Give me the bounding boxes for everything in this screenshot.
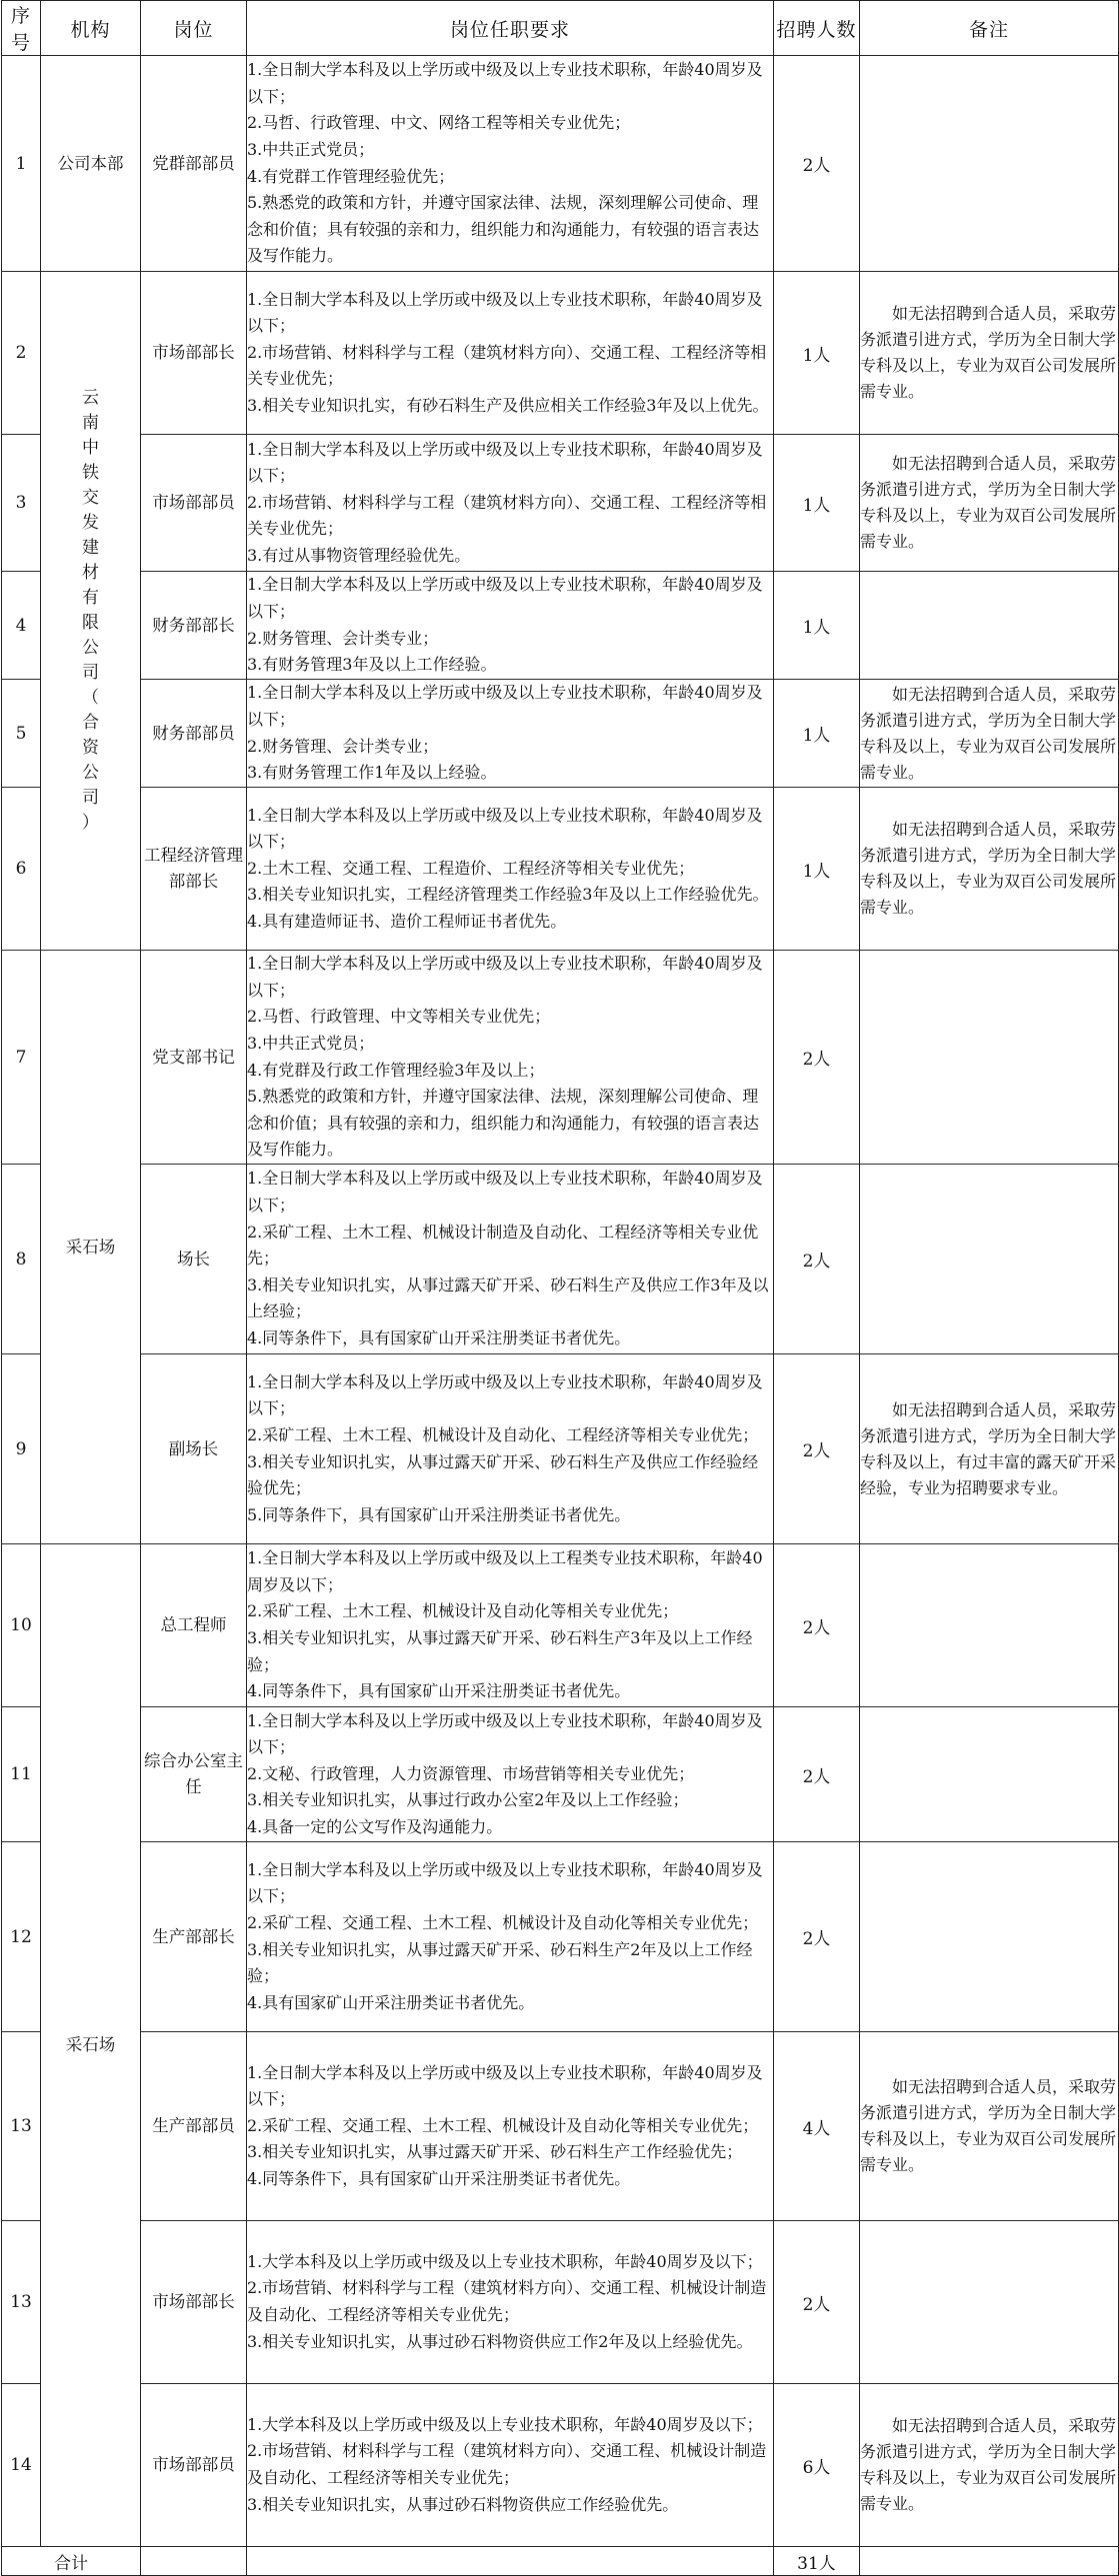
position-cell: 财务部部员: [141, 680, 247, 788]
requirement-line: 3.相关专业知识扎实，从事过砂石料物资供应工作2年及以上经验优先。: [247, 2331, 753, 2351]
position-cell: 市场部部员: [141, 2384, 247, 2547]
requirement-line: 4.具备一定的公文写作及沟通能力。: [247, 1816, 503, 1836]
row-number: 13: [2, 2032, 41, 2221]
header-requirements: 岗位任职要求: [247, 1, 774, 56]
header-row: [2, 1, 1119, 56]
table-row: [2, 435, 1119, 572]
count-cell: 1人: [774, 680, 860, 788]
requirement-line: 1.全日制大学本科及以上学历或中级及以上专业技术职称，年龄40周岁及以下；: [247, 2062, 763, 2109]
requirement-line: 3.相关专业知识扎实，有砂石料生产及供应相关工作经验3年及以上优先。: [247, 395, 769, 415]
table-row: [2, 572, 1119, 680]
count-cell: 1人: [774, 788, 860, 951]
requirement-line: 2.文秘、行政管理，人力资源管理、市场营销等相关专业优先；: [247, 1763, 695, 1783]
row-number: 6: [2, 788, 41, 951]
requirement-line: 1.全日制大学本科及以上学历或中级及以上专业技术职称，年龄40周岁及以下；: [247, 1169, 763, 1216]
requirement-line: 1.全日制大学本科及以上学历或中级及以上专业技术职称，年龄40周岁及以下；: [247, 805, 763, 852]
table-row: [2, 680, 1119, 788]
requirement-line: 1.全日制大学本科及以上学历或中级及以上专业技术职称，年龄40周岁及以下；: [247, 60, 763, 106]
requirement-line: 2.市场营销、材料科学与工程（建筑材料方向）、交通工程、工程经济等相关专业优先；: [247, 492, 767, 539]
note-cell: 如无法招聘到合适人员，采取劳务派遣引进方式，学历为全日制大学专科及以上，专业为双百公司发展所需专业。: [860, 272, 1119, 435]
requirement-line: 2.土木工程、交通工程、工程造价、工程经济等相关专业优先；: [247, 858, 695, 878]
position-cell: 市场部部长: [141, 2221, 247, 2384]
position-cell: 工程经济管理部部长: [141, 788, 247, 951]
position-cell: 党支部书记: [141, 951, 247, 1165]
requirement-line: 1.全日制大学本科及以上学历或中级及以上专业技术职称，年龄40周岁及以下；: [247, 575, 763, 621]
org-cell-quarry: 采石场: [41, 1544, 141, 2547]
requirements-cell: [247, 951, 774, 1165]
requirements-cell: [247, 1842, 774, 2032]
count-cell: 2人: [774, 56, 860, 272]
requirement-line: 4.同等条件下，具有国家矿山开采注册类证书者优先。: [247, 1681, 631, 1701]
requirement-line: 2.采矿工程、土木工程、机械设计及自动化等相关专业优先；: [247, 1601, 679, 1621]
requirements-cell: [247, 1354, 774, 1544]
requirement-line: 1.全日制大学本科及以上学历或中级及以上专业技术职称，年龄40周岁及以下；: [247, 439, 763, 486]
total-spacer: [141, 2547, 247, 2576]
position-cell: 生产部部员: [141, 2032, 247, 2221]
requirements-cell: [247, 56, 774, 272]
table-row: [2, 1165, 1119, 1354]
row-number: 9: [2, 1354, 41, 1544]
position-cell: 副场长: [141, 1354, 247, 1544]
row-number: 12: [2, 1842, 41, 2032]
note-cell: [860, 1707, 1119, 1842]
requirement-line: 3.相关专业知识扎实，从事过露天矿开采、砂石料生产3年及以上工作经验；: [247, 1628, 753, 1674]
requirement-line: 5.同等条件下，具有国家矿山开采注册类证书者优先。: [247, 1504, 631, 1524]
position-cell: 党群部部员: [141, 56, 247, 272]
total-row: [2, 2547, 1119, 2576]
table-row: [2, 1707, 1119, 1842]
total-spacer: [247, 2547, 774, 2576]
count-cell: 1人: [774, 572, 860, 680]
requirement-line: 2.市场营销、材料科学与工程（建筑材料方向）、交通工程、机械设计制造及自动化、工程经济等相关专业优先；: [247, 2278, 767, 2324]
requirement-line: 4.同等条件下，具有国家矿山开采注册类证书者优先。: [247, 1327, 631, 1347]
requirement-line: 3.中共正式党员；: [247, 1033, 375, 1053]
requirement-line: 2.采矿工程、交通工程、土木工程、机械设计及自动化等相关专业优先；: [247, 1912, 759, 1932]
requirement-line: 4.有党群及行政工作管理经验3年及以上；: [247, 1060, 545, 1080]
row-number: 8: [2, 1165, 41, 1354]
requirement-line: 4.具有国家矿山开采注册类证书者优先。: [247, 1992, 535, 2012]
requirement-line: 2.市场营销、材料科学与工程（建筑材料方向）、交通工程、机械设计制造及自动化、工程经济等相关专业优先；: [247, 2441, 767, 2487]
requirement-line: 2.市场营销、材料科学与工程（建筑材料方向）、交通工程、工程经济等相关专业优先；: [247, 342, 767, 389]
requirement-line: 5.熟悉党的政策和方针，并遵守国家法律、法规，深刻理解公司使命、理念和价值；具有较强的亲和力，组织能力和沟通能力，有较强的语言表达及写作能力。: [247, 1087, 760, 1160]
requirement-line: 2.马哲、行政管理、中文、网络工程等相关专业优先；: [247, 113, 631, 133]
count-cell: 2人: [774, 2221, 860, 2384]
org-cell-jv: [41, 272, 141, 951]
total-label: 合计: [2, 2547, 141, 2576]
requirement-line: 1.全日制大学本科及以上学历或中级及以上专业技术职称，年龄40周岁及以下；: [247, 1859, 763, 1906]
requirement-line: 2.采矿工程、土木工程、机械设计制造及自动化、工程经济等相关专业优先；: [247, 1222, 759, 1269]
position-cell: 财务部部长: [141, 572, 247, 680]
row-number: 14: [2, 2384, 41, 2547]
requirements-cell: [247, 1544, 774, 1707]
note-cell: [860, 951, 1119, 1165]
requirements-cell: [247, 2384, 774, 2547]
count-cell: 2人: [774, 1544, 860, 1707]
position-cell: 场长: [141, 1165, 247, 1354]
requirement-line: 3.相关专业知识扎实，工程经济管理类工作经验3年及以上工作经验优先。: [247, 885, 769, 905]
requirement-line: 3.相关专业知识扎实，从事过砂石料物资供应工作经验优先。: [247, 2494, 679, 2514]
note-cell: [860, 2221, 1119, 2384]
note-cell: 如无法招聘到合适人员，采取劳务派遣引进方式，学历为全日制大学专科及以上，专业为双百公司发展所需专业。: [860, 680, 1119, 788]
row-number: 2: [2, 272, 41, 435]
note-cell: 如无法招聘到合适人员，采取劳务派遣引进方式，学历为全日制大学专科及以上，专业为双百公司发展所需专业。: [860, 435, 1119, 572]
org-jv-label: 云 南 中 铁 交 发 建 材 有 限 公 司 （ 合 资 公 司 ）: [82, 388, 99, 833]
requirement-line: 3.相关专业知识扎实，从事过露天矿开采、砂石料生产2年及以上工作经验；: [247, 1939, 753, 1986]
requirements-cell: [247, 1707, 774, 1842]
header-no: 序号: [2, 1, 41, 56]
row-number: 5: [2, 680, 41, 788]
requirement-line: 3.有财务管理3年及以上工作经验。: [247, 655, 497, 675]
note-cell: 如无法招聘到合适人员，采取劳务派遣引进方式，学历为全日制大学专科及以上，有过丰富的露天矿开采经验，专业为招聘要求专业。: [860, 1354, 1119, 1544]
requirements-cell: [247, 272, 774, 435]
table-row: [2, 56, 1119, 272]
note-cell: [860, 572, 1119, 680]
table-row: [2, 1842, 1119, 2032]
count-cell: 6人: [774, 2384, 860, 2547]
note-cell: [860, 1842, 1119, 2032]
position-cell: 市场部部员: [141, 435, 247, 572]
requirement-line: 3.相关专业知识扎实，从事过露天矿开采、砂石料生产工作经验优先；: [247, 2142, 743, 2162]
header-note: 备注: [860, 1, 1119, 56]
table-row: [2, 1354, 1119, 1544]
row-number: 10: [2, 1544, 41, 1707]
requirement-line: 3.中共正式党员；: [247, 139, 375, 159]
table-row: [2, 951, 1119, 1165]
table-row: [2, 2032, 1119, 2221]
org-cell-quarry: 采石场: [41, 951, 141, 1544]
count-cell: 1人: [774, 272, 860, 435]
requirement-line: 1.大学本科及以上学历或中级及以上专业技术职称，年龄40周岁及以下；: [247, 2251, 763, 2271]
requirement-line: 1.全日制大学本科及以上学历或中级及以上工程类专业技术职称，年龄40周岁及以下；: [247, 1548, 763, 1594]
row-number: 7: [2, 951, 41, 1165]
requirements-cell: [247, 2032, 774, 2221]
requirements-cell: [247, 680, 774, 788]
note-cell: [860, 1165, 1119, 1354]
requirement-line: 3.相关专业知识扎实，从事过露天矿开采、砂石料生产及供应工作3年及以上经验；: [247, 1275, 769, 1321]
count-cell: 2人: [774, 1842, 860, 2032]
position-cell: 综合办公室主任: [141, 1707, 247, 1842]
total-count: 31人: [774, 2547, 860, 2576]
count-cell: 4人: [774, 2032, 860, 2221]
requirements-cell: [247, 2221, 774, 2384]
total-spacer: [860, 2547, 1119, 2576]
recruitment-table: [1, 0, 1119, 2576]
row-number: 1: [2, 56, 41, 272]
note-cell: 如无法招聘到合适人员，采取劳务派遣引进方式，学历为全日制大学专科及以上，专业为双百公司发展所需专业。: [860, 2032, 1119, 2221]
requirements-cell: [247, 788, 774, 951]
requirement-line: 1.全日制大学本科及以上学历或中级及以上专业技术职称，年龄40周岁及以下；: [247, 954, 763, 1000]
table-row: [2, 2221, 1119, 2384]
requirement-line: 4.具有建造师证书、造价工程师证书者优先。: [247, 911, 567, 931]
requirement-line: 1.全日制大学本科及以上学历或中级及以上专业技术职称，年龄40周岁及以下；: [247, 683, 763, 729]
count-cell: 2人: [774, 1165, 860, 1354]
requirement-line: 4.有党群工作管理经验优先；: [247, 166, 455, 186]
requirement-line: 2.财务管理、会计类专业；: [247, 628, 439, 648]
requirements-cell: [247, 572, 774, 680]
row-number: 11: [2, 1707, 41, 1842]
requirement-line: 1.全日制大学本科及以上学历或中级及以上专业技术职称，年龄40周岁及以下；: [247, 289, 763, 336]
table-row: [2, 788, 1119, 951]
count-cell: 2人: [774, 1354, 860, 1544]
note-cell: 如无法招聘到合适人员，采取劳务派遣引进方式，学历为全日制大学专科及以上，专业为双百公司发展所需专业。: [860, 788, 1119, 951]
table-row: [2, 2384, 1119, 2547]
requirement-line: 5.熟悉党的政策和方针，并遵守国家法律、法规，深刻理解公司使命、理念和价值；具有较强的亲和力，组织能力和沟通能力，有较强的语言表达及写作能力。: [247, 193, 760, 266]
requirements-cell: [247, 1165, 774, 1354]
position-cell: 市场部部长: [141, 272, 247, 435]
table-row: [2, 272, 1119, 435]
requirement-line: 3.有过从事物资管理经验优先。: [247, 545, 471, 565]
header-count: 招聘人数: [774, 1, 860, 56]
requirement-line: 2.财务管理、会计类专业；: [247, 736, 439, 756]
count-cell: 2人: [774, 951, 860, 1165]
note-cell: [860, 1544, 1119, 1707]
requirement-line: 2.采矿工程、土木工程、机械设计及自动化、工程经济等相关专业优先；: [247, 1424, 759, 1444]
requirement-line: 1.大学本科及以上学历或中级及以上专业技术职称，年龄40周岁及以下；: [247, 2414, 763, 2434]
note-cell: [860, 56, 1119, 272]
header-position: 岗位: [141, 1, 247, 56]
requirement-line: 1.全日制大学本科及以上学历或中级及以上专业技术职称，年龄40周岁及以下；: [247, 1710, 763, 1757]
row-number: 13: [2, 2221, 41, 2384]
requirements-cell: [247, 435, 774, 572]
org-cell-hq: 公司本部: [41, 56, 141, 272]
position-cell: 生产部部长: [141, 1842, 247, 2032]
position-cell: 总工程师: [141, 1544, 247, 1707]
requirement-line: 4.同等条件下，具有国家矿山开采注册类证书者优先。: [247, 2168, 631, 2188]
count-cell: 2人: [774, 1707, 860, 1842]
row-number: 4: [2, 572, 41, 680]
count-cell: 1人: [774, 435, 860, 572]
requirement-line: 2.采矿工程、交通工程、土木工程、机械设计及自动化等相关专业优先；: [247, 2115, 759, 2135]
header-org: 机构: [41, 1, 141, 56]
requirement-line: 2.马哲、行政管理、中文等相关专业优先；: [247, 1007, 551, 1027]
requirement-line: 1.全日制大学本科及以上学历或中级及以上专业技术职称，年龄40周岁及以下；: [247, 1371, 763, 1418]
requirement-line: 3.有财务管理工作1年及以上经验。: [247, 763, 497, 783]
row-number: 3: [2, 435, 41, 572]
requirement-line: 3.相关专业知识扎实，从事过露天矿开采、砂石料生产及供应工作经验经验优先；: [247, 1451, 759, 1498]
requirement-line: 3.相关专业知识扎实，从事过行政办公室2年及以上工作经验；: [247, 1790, 689, 1810]
note-cell: 如无法招聘到合适人员，采取劳务派遣引进方式，学历为全日制大学专科及以上，专业为双百公司发展所需专业。: [860, 2384, 1119, 2547]
table-row: [2, 1544, 1119, 1707]
